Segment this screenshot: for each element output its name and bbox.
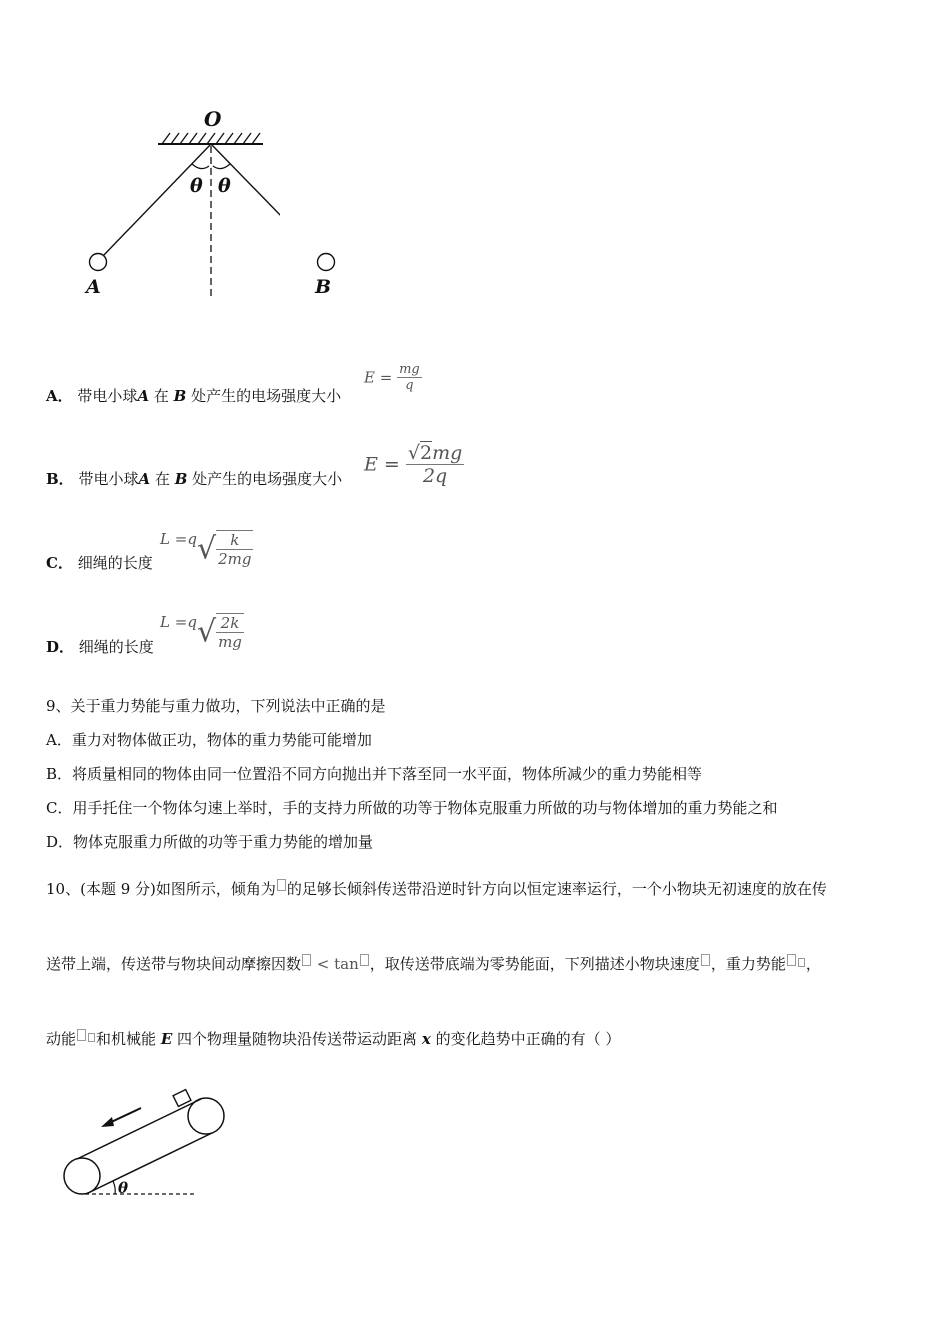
q8-a-formula (364, 362, 422, 393)
theta-placeholder-icon (277, 879, 286, 891)
ball-A (90, 254, 107, 271)
q10-line-2 (46, 954, 821, 974)
option-text-mid: 在 (154, 470, 170, 488)
label-A: A (86, 276, 101, 298)
q10-line-3 (46, 1029, 620, 1049)
q10-text: 送带上端，传送带与物块间动摩擦因数 (46, 955, 302, 973)
q10-text: 的变化趋势中正确的有（ ） (435, 1030, 621, 1048)
ball-B (318, 254, 335, 271)
angle-arc-right (213, 164, 230, 169)
fraction-numerator: 2k (216, 614, 244, 633)
formula-lhs: E (364, 368, 375, 387)
formula-equals: = (383, 453, 400, 476)
sqrt-sign: √ (196, 531, 217, 567)
q10-text: ，取传送带底端为零势能面，下列描述小物块速度 (369, 955, 700, 973)
q9-stem: 9、关于重力势能与重力做功，下列说法中正确的是 (46, 697, 386, 715)
q8-option-a (46, 386, 341, 406)
q9-option-d: D．物体克服重力所做的功等于重力势能的增加量 (46, 833, 374, 851)
angle-arc (113, 1181, 115, 1194)
ball-ref: A (137, 387, 150, 405)
ball-ref: A (138, 470, 151, 488)
sqrt-sign: √ (196, 614, 217, 650)
v-placeholder-icon (701, 954, 710, 966)
formula-lhs: L (160, 613, 170, 631)
mu-placeholder-icon (302, 954, 311, 966)
angle-label: θ (118, 1179, 129, 1197)
formula-lhs: E (364, 453, 378, 476)
ep-sub-placeholder-icon (798, 958, 805, 967)
label-B: B (315, 276, 332, 298)
position-ref: B (173, 387, 187, 405)
option-text-tail: 处产生的电场强度大小 (192, 470, 343, 488)
string-left (102, 144, 211, 257)
fraction-denominator: 2q (422, 465, 448, 487)
q10-text: 和机械能 (96, 1030, 157, 1048)
pendulum-figure (80, 100, 280, 305)
theta-placeholder-icon (360, 954, 369, 966)
q8-option-b (46, 469, 342, 489)
fraction-numerator: mg (399, 362, 420, 377)
position-ref: B (174, 470, 188, 488)
formula-equals: = (174, 530, 188, 548)
ceiling-hatch (162, 133, 260, 144)
pendulum-figure-right (300, 100, 370, 305)
fraction-denominator: 2mg (218, 550, 252, 568)
symbol-x: x (421, 1030, 431, 1048)
q10-text: ， (805, 955, 821, 973)
formula-fraction (406, 442, 464, 487)
ek-placeholder-icon (77, 1029, 86, 1041)
formula-equals: = (174, 613, 188, 631)
q8-b-formula (364, 442, 464, 487)
sqrt-radicand: 2 (420, 442, 433, 464)
block (173, 1090, 191, 1107)
formula-coef: q (187, 530, 197, 548)
q10-text: 的足够长倾斜传送带沿逆时针方向以恒定速率运行，一个小物块无初速度的放在传 (286, 880, 827, 898)
q8-option-c (46, 553, 153, 573)
option-letter: C． (46, 554, 73, 572)
formula-equals: = (379, 368, 393, 387)
formula-lhs: L (160, 530, 170, 548)
q9-option-c: C．用手托住一个物体匀速上举时，手的支持力所做的功等于物体克服重力所做的功与物体增加的重力势能之和 (46, 799, 778, 817)
option-text: 带电小球 (77, 387, 138, 405)
q10-text: ，重力势能 (710, 955, 786, 973)
less-than-sign: < (316, 955, 330, 973)
fraction-denominator: q (405, 378, 414, 393)
q9-option-a: A．重力对物体做正功，物体的重力势能可能增加 (46, 731, 372, 749)
angle-label-left: θ (190, 175, 203, 197)
symbol-E: E (160, 1030, 173, 1048)
fraction-denominator: mg (218, 633, 242, 651)
direction-arrow-icon (101, 1117, 114, 1127)
option-text-tail: 处产生的电场强度大小 (191, 387, 342, 405)
q8-option-d (46, 637, 154, 657)
q10-text: 10、(本题 9 分)如图所示，倾角为 (46, 880, 276, 898)
angle-label-right: θ (218, 175, 231, 197)
fraction-numerator: k (216, 531, 253, 550)
q8-d-formula (160, 613, 244, 651)
q9-option-b: B．将质量相同的物体由同一位置沿不同方向抛出并下落至同一水平面，物体所减少的重力势能相等 (46, 765, 703, 783)
tan-function: tan (334, 955, 359, 973)
numerator-mg: mg (432, 442, 463, 464)
conveyor-figure (55, 1080, 240, 1205)
q10-line-1 (46, 879, 827, 899)
q10-text: 四个物理量随物块沿传送带运动距离 (177, 1030, 418, 1048)
label-O: O (204, 107, 222, 131)
option-letter: D． (46, 638, 75, 656)
lower-roller (64, 1158, 100, 1194)
formula-fraction (397, 362, 422, 393)
formula-fraction (216, 530, 253, 568)
option-text: 细绳的长度 (78, 638, 154, 656)
formula-fraction (216, 613, 244, 651)
string-right (211, 144, 280, 257)
q8-c-formula (160, 530, 253, 568)
option-text: 带电小球 (78, 470, 139, 488)
option-text: 细绳的长度 (77, 554, 153, 572)
belt-bottom (88, 1133, 212, 1193)
ek-sub-placeholder-icon (88, 1033, 95, 1042)
angle-arc-left (192, 164, 209, 169)
ep-placeholder-icon (787, 954, 796, 966)
formula-coef: q (187, 613, 197, 631)
option-letter: A． (46, 387, 73, 405)
fraction-numerator: √2mg (407, 442, 463, 464)
option-letter: B． (46, 470, 74, 488)
q10-text: 动能 (46, 1030, 77, 1048)
option-text-mid: 在 (153, 387, 169, 405)
